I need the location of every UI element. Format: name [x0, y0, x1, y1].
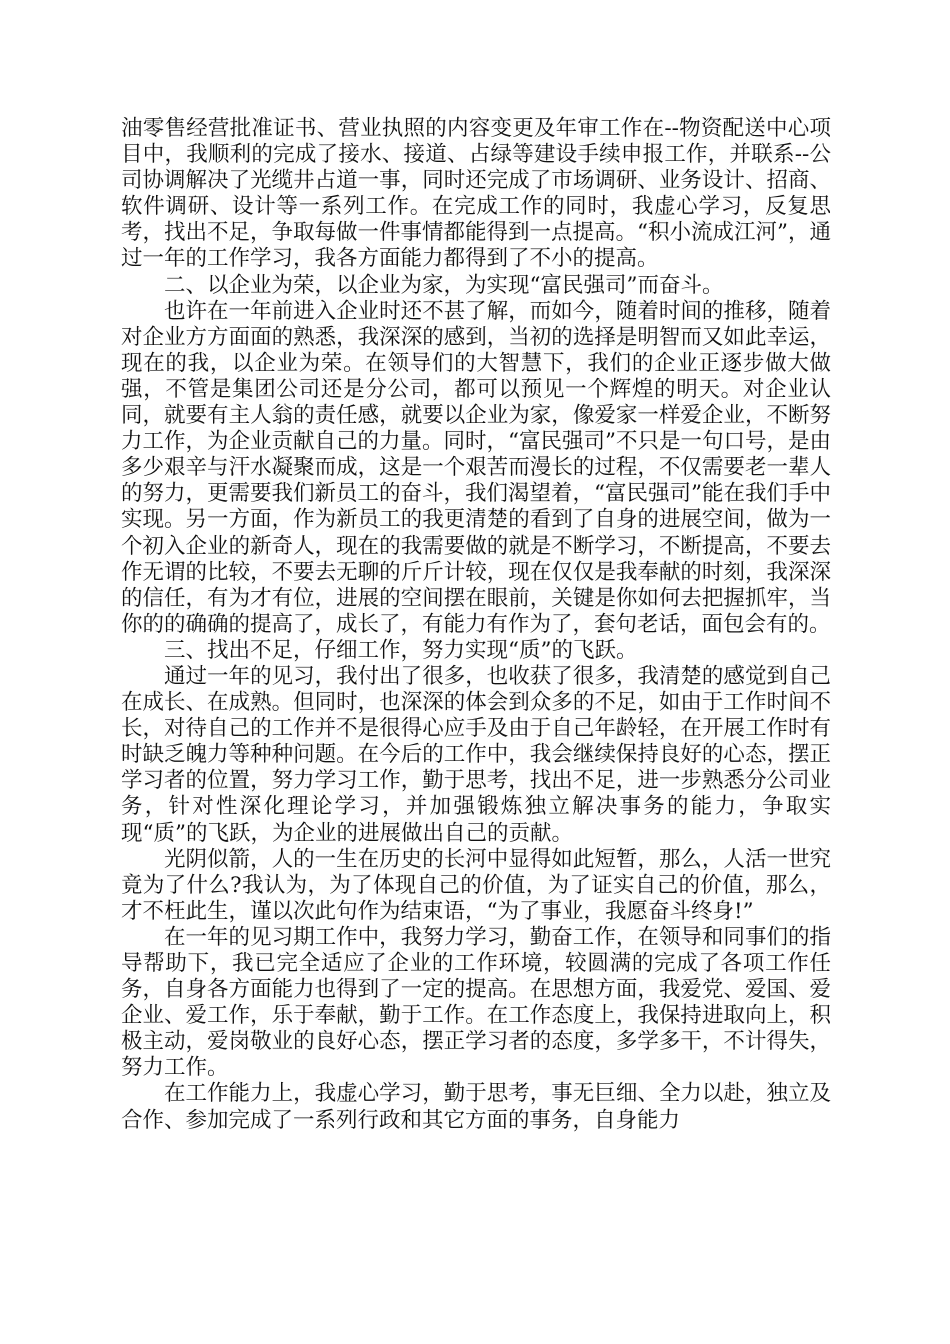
section-heading-2: 二、以企业为荣，以企业为家，为实现“富民强司”而奋斗。: [164, 272, 724, 298]
section-heading-3: 三、找出不足，仔细工作，努力实现“质”的飞跃。: [164, 637, 638, 663]
paragraph: 通过一年的见习，我付出了很多，也收获了很多，我清楚的感觉到自己在成长、在成熟。但同时，也深深的体会到众多的不足，如由于工作时间不长，对待自己的工作并不是很得心应手及由于自己年龄轻，在开展工作时有时缺乏魄力等种种问题。在今后的工作中，我会继续保持良好的心态，摆正学习者的位置，努力学习工作，勤于思考，找出不足，进一步熟悉分公司业务，针对性深化理论学习，并加强锻炼独立解决事务的能力，争取实现“质”的飞跃，为企业的进展做出自己的贡献。: [121, 663, 831, 846]
document-body: [121, 116, 831, 1134]
paragraph: 光阴似箭，人的一生在历史的长河中显得如此短暂，那么，人活一世究竟为了什么?我认为，为了体现自己的价值，为了证实自己的价值，那么，才不枉此生，谨以次此句作为结束语，“为了事业，我愿奋斗终身!”: [121, 846, 831, 924]
paragraph: 在一年的见习期工作中，我努力学习，勤奋工作，在领导和同事们的指导帮助下，我已完全适应了企业的工作环境，较圆满的完成了各项工作任务，自身各方面能力也得到了一定的提高。在思想方面，我爱党、爱国、爱企业、爱工作，乐于奉献，勤于工作。在工作态度上，我保持进取向上，积极主动，爱岗敬业的良好心态，摆正学习者的态度，多学多干，不计得失，努力工作。: [121, 924, 831, 1081]
paragraph: 在工作能力上，我虚心学习，勤于思考，事无巨细、全力以赴，独立及合作、参加完成了一系列行政和其它方面的事务，自身能力: [121, 1081, 831, 1133]
paragraph: 也许在一年前进入企业时还不甚了解，而如今，随着时间的推移，随着对企业方方面面的熟悉，我深深的感到，当初的选择是明智而又如此幸运，现在的我，以企业为荣。在领导们的大智慧下，我们的企业正逐步做大做强，不管是集团公司还是分公司，都可以预见一个辉煌的明天。对企业认同，就要有主人翁的责任感，就要以企业为家，像爱家一样爱企业，不断努力工作，为企业贡献自己的力量。同时，“富民强司”不只是一句口号，是由多少艰辛与汗水凝聚而成，这是一个艰苦而漫长的过程，不仅需要老一辈人的努力，更需要我们新员工的奋斗，我们渴望着，“富民强司”能在我们手中实现。另一方面，作为新员工的我更清楚的看到了自身的进展空间，做为一个初入企业的新奇人，现在的我需要做的就是不断学习，不断提高，不要去作无谓的比较，不要去无聊的斤斤计较，现在仅仅是我奉献的时刻，我深深的信任，有为才有位，进展的空间摆在眼前，关键是你如何去把握抓牢，当你的的确确的提高了，成长了，有能力有作为了，套句老话，面包会有的。: [121, 298, 831, 637]
paragraph-continuation: 油零售经营批准证书、营业执照的内容变更及年审工作在--物资配送中心项目中，我顺利的完成了接水、接道、占绿等建设手续申报工作，并联系--公司协调解决了光缆井占道一事，同时还完成了市场调研、业务设计、招商、软件调研、设计等一系列工作。在完成工作的同时，我虚心学习，反复思考，找出不足，争取每做一件事情都能得到一点提高。“积小流成江河”，通过一年的工作学习，我各方面能力都得到了不小的提高。: [121, 116, 831, 272]
